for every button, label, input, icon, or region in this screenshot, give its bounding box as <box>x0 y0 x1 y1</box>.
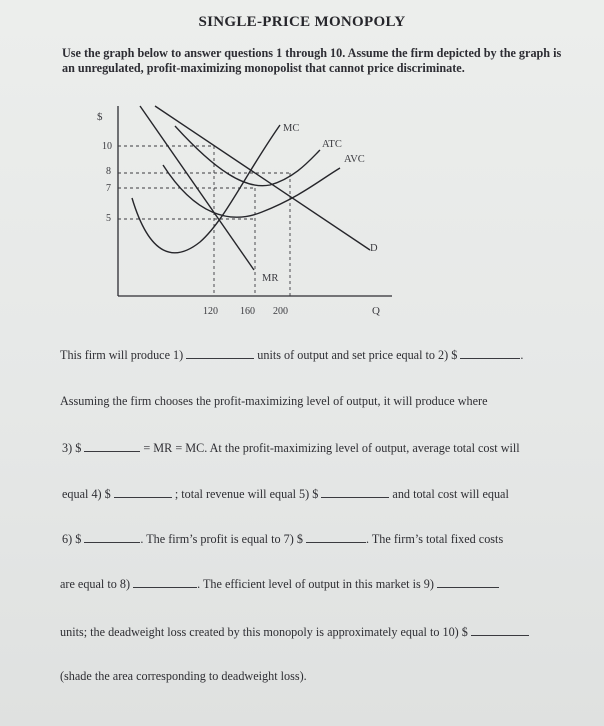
question-4-5 <box>62 486 509 502</box>
question-10 <box>60 624 529 640</box>
answer-blank-6[interactable] <box>84 531 140 543</box>
question-text: . The firm’s total fixed costs <box>365 532 504 546</box>
question-text: . The firm’s profit is equal to 7) $ <box>140 532 303 546</box>
question-text: 3) $ <box>62 441 82 455</box>
answer-blank-8[interactable] <box>133 576 197 588</box>
marginal-cost-curve <box>132 125 280 253</box>
question-8-9 <box>60 576 499 592</box>
atc-label: ATC <box>322 139 342 150</box>
answer-blank-2[interactable] <box>460 347 520 359</box>
question-text: equal 4) $ <box>62 487 111 501</box>
question-text: units of output and set price equal to 2) $ <box>257 348 458 362</box>
x-tick-label: 200 <box>273 306 288 317</box>
question-text: 6) $ <box>62 532 82 546</box>
question-6-7 <box>62 531 503 547</box>
question-text: are equal to 8) <box>60 577 131 591</box>
y-tick-label: 7 <box>106 183 111 194</box>
answer-blank-7[interactable] <box>306 531 366 543</box>
x-tick-label: 120 <box>203 306 218 317</box>
question-text: This firm will produce 1) <box>60 348 184 362</box>
answer-blank-10[interactable] <box>471 624 529 636</box>
mc-label: MC <box>283 123 300 134</box>
answer-blank-1[interactable] <box>186 347 254 359</box>
question-text: . The efficient level of output in this market is 9) <box>197 577 434 591</box>
answer-blank-3[interactable] <box>84 440 140 452</box>
question-text: and total cost will equal <box>392 487 509 501</box>
answer-blank-4[interactable] <box>114 486 172 498</box>
avc-label: AVC <box>344 154 365 165</box>
question-text: units; the deadweight loss created by this monopoly is approximately equal to 10) $ <box>60 625 468 639</box>
answer-blank-9[interactable] <box>437 576 499 588</box>
mr-label: MR <box>262 273 279 284</box>
x-axis-label: Q <box>372 305 380 317</box>
demand-curve <box>155 106 370 250</box>
demand-label: D <box>370 243 378 254</box>
question-1-2: This firm will produce 1) units of output and set price equal to 2) $ . <box>60 348 524 362</box>
question-text: ; total revenue will equal 5) $ <box>174 487 319 501</box>
cost-revenue-graph <box>0 0 604 330</box>
page-title: SINGLE-PRICE MONOPOLY <box>198 14 406 30</box>
instructions-paragraph: Use the graph below to answer questions 1 through 10. Assume the firm depicted by the graph is an unregulated, profit-maximizing monopolist that cannot price discriminate. <box>62 46 562 75</box>
question-lead-in: Assuming the firm chooses the profit-maximizing level of output, it will produce where <box>60 394 488 408</box>
question-3 <box>62 440 520 456</box>
x-tick-label: 160 <box>240 306 255 317</box>
y-tick-label: 8 <box>106 166 111 177</box>
y-tick-label: 5 <box>106 213 111 224</box>
y-axis-label: $ <box>97 111 103 123</box>
y-tick-label: 10 <box>102 141 112 152</box>
shade-instruction: (shade the area corresponding to deadweight loss). <box>60 669 307 683</box>
answer-blank-5[interactable] <box>321 486 389 498</box>
question-text: = MR = MC. At the profit-maximizing level of output, average total cost will <box>143 441 520 455</box>
